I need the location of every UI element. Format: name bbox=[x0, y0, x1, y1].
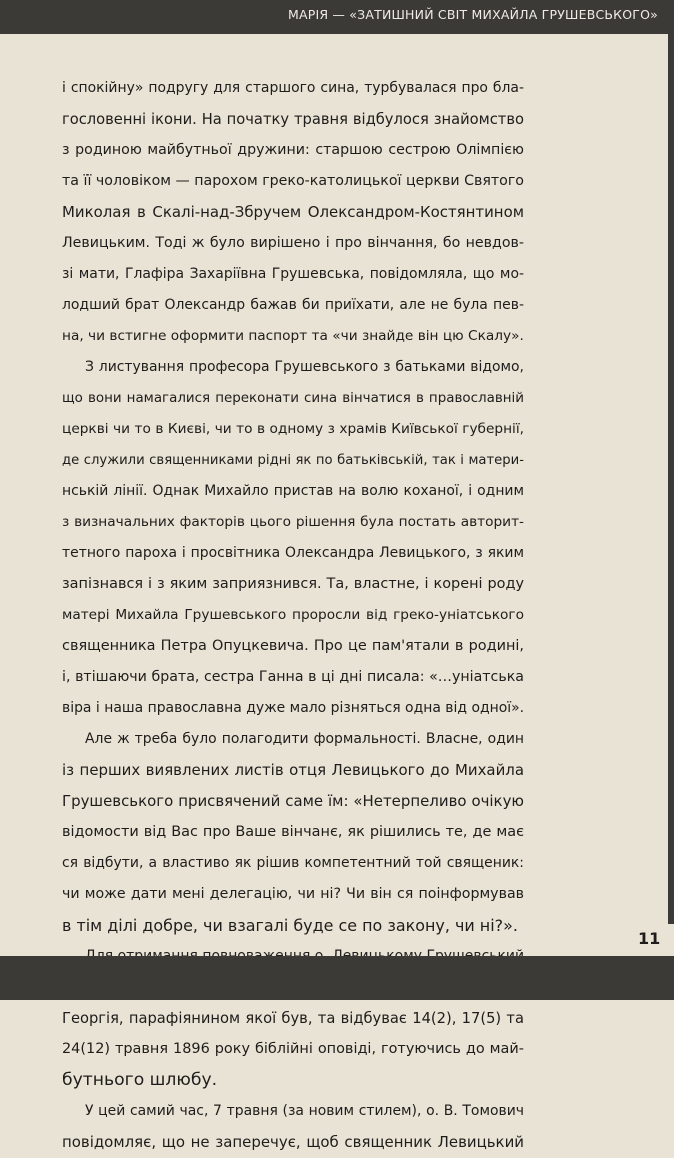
text-line: Георгія, парафіянином якої був, та відбуває 14(2), 17(5) та bbox=[62, 1010, 524, 1027]
text-line: повідомляє, що не заперечує, щоб священник Левицький bbox=[62, 1133, 524, 1151]
text-line: віра і наша православна дуже мало різняться одна від одної». bbox=[62, 700, 525, 716]
text-line: матері Михайла Грушевського проросли від греко-уніатського bbox=[62, 607, 524, 623]
page-number-tab bbox=[596, 924, 674, 956]
text-line: гословенні ікони. На початку травня відбулося знайомство bbox=[62, 111, 524, 128]
text-line: нській лінії. Однак Михайло пристав на волю коханої, і одним bbox=[62, 483, 524, 499]
page-number: 11 bbox=[638, 929, 661, 948]
text-line: З листування професора Грушевського з батьками відомо, bbox=[85, 359, 524, 375]
text-line: церкві чи то в Києві, чи то в одному з храмів Київської губернії, bbox=[62, 421, 524, 437]
text-line: на, чи встигне оформити паспорт та «чи знайде він цю Скалу». bbox=[62, 328, 524, 344]
text-line: тетного пароха і просвітника Олександра Левицького, з яким bbox=[62, 545, 524, 561]
text-line: ся відбути, а властиво як рішив компетентний той священик: bbox=[62, 855, 524, 871]
text-line: бутнього шлюбу. bbox=[62, 1070, 218, 1090]
running-title: МАРІЯ — «ЗАТИШНИЙ СВІТ МИХАЙЛА ГРУШЕВСЬКОГО» bbox=[288, 7, 658, 22]
text-line: із перших виявлених листів отця Левицького до Михайла bbox=[62, 761, 524, 779]
text-line: в тім ділі добре, чи взагалі буде се по закону, чи ні?». bbox=[62, 916, 518, 935]
text-line: Миколая в Скалі-над-Збручем Олександром-Костянтином bbox=[62, 203, 524, 221]
running-header bbox=[0, 0, 674, 34]
text-line: лодший брат Олександр бажав би приїхати, але не була пев- bbox=[62, 297, 524, 313]
text-line: з визначальних факторів цього рішення була постать авторит- bbox=[62, 514, 524, 530]
text-line: Але ж треба було полагодити формальності. Власне, один bbox=[85, 731, 524, 747]
text-line: відомости від Вас про Ваше вінчанє, як рішились те, де має bbox=[62, 824, 524, 840]
text-line: з родиною майбутньої дружини: старшою сестрою Олімпією bbox=[62, 142, 524, 158]
text-line: чи може дати мені делегацію, чи ні? Чи він ся поінформував bbox=[62, 886, 524, 902]
text-line: запізнався і з яким заприязнився. Та, властне, і корені роду bbox=[62, 576, 524, 592]
text-line: 24(12) травня 1896 року біблійні оповіді, готуючись до май- bbox=[62, 1041, 524, 1057]
page-edge-bar bbox=[668, 34, 674, 924]
text-line: та її чоловіком — парохом греко-католицької церкви Святого bbox=[62, 173, 524, 189]
text-line: де служили священниками рідні як по батьківській, так і матери- bbox=[62, 453, 524, 468]
text-line: священника Петра Опуцкевича. Про це пам'ятали в родині, bbox=[62, 638, 524, 654]
text-line: зі мати, Глафіра Захаріївна Грушевська, повідомляла, що мо- bbox=[62, 266, 524, 282]
text-line: Левицьким. Тоді ж було вирішено і про вінчання, бо невдов- bbox=[62, 235, 524, 251]
text-line: що вони намагалися переконати сина вінчатися в православній bbox=[62, 391, 524, 406]
text-line: У цей самий час, 7 травня (за новим стилем), о. В. Томович bbox=[85, 1103, 524, 1119]
footer-band bbox=[0, 956, 674, 1000]
text-line: і спокійну» подругу для старшого сина, турбувалася про бла- bbox=[62, 80, 524, 96]
text-line: і, втішаючи брата, сестра Ганна в ці дні писала: «…уніатська bbox=[62, 669, 524, 685]
text-line: Грушевського присвячений саме їм: «Нетерпеливо очікую bbox=[62, 792, 524, 810]
